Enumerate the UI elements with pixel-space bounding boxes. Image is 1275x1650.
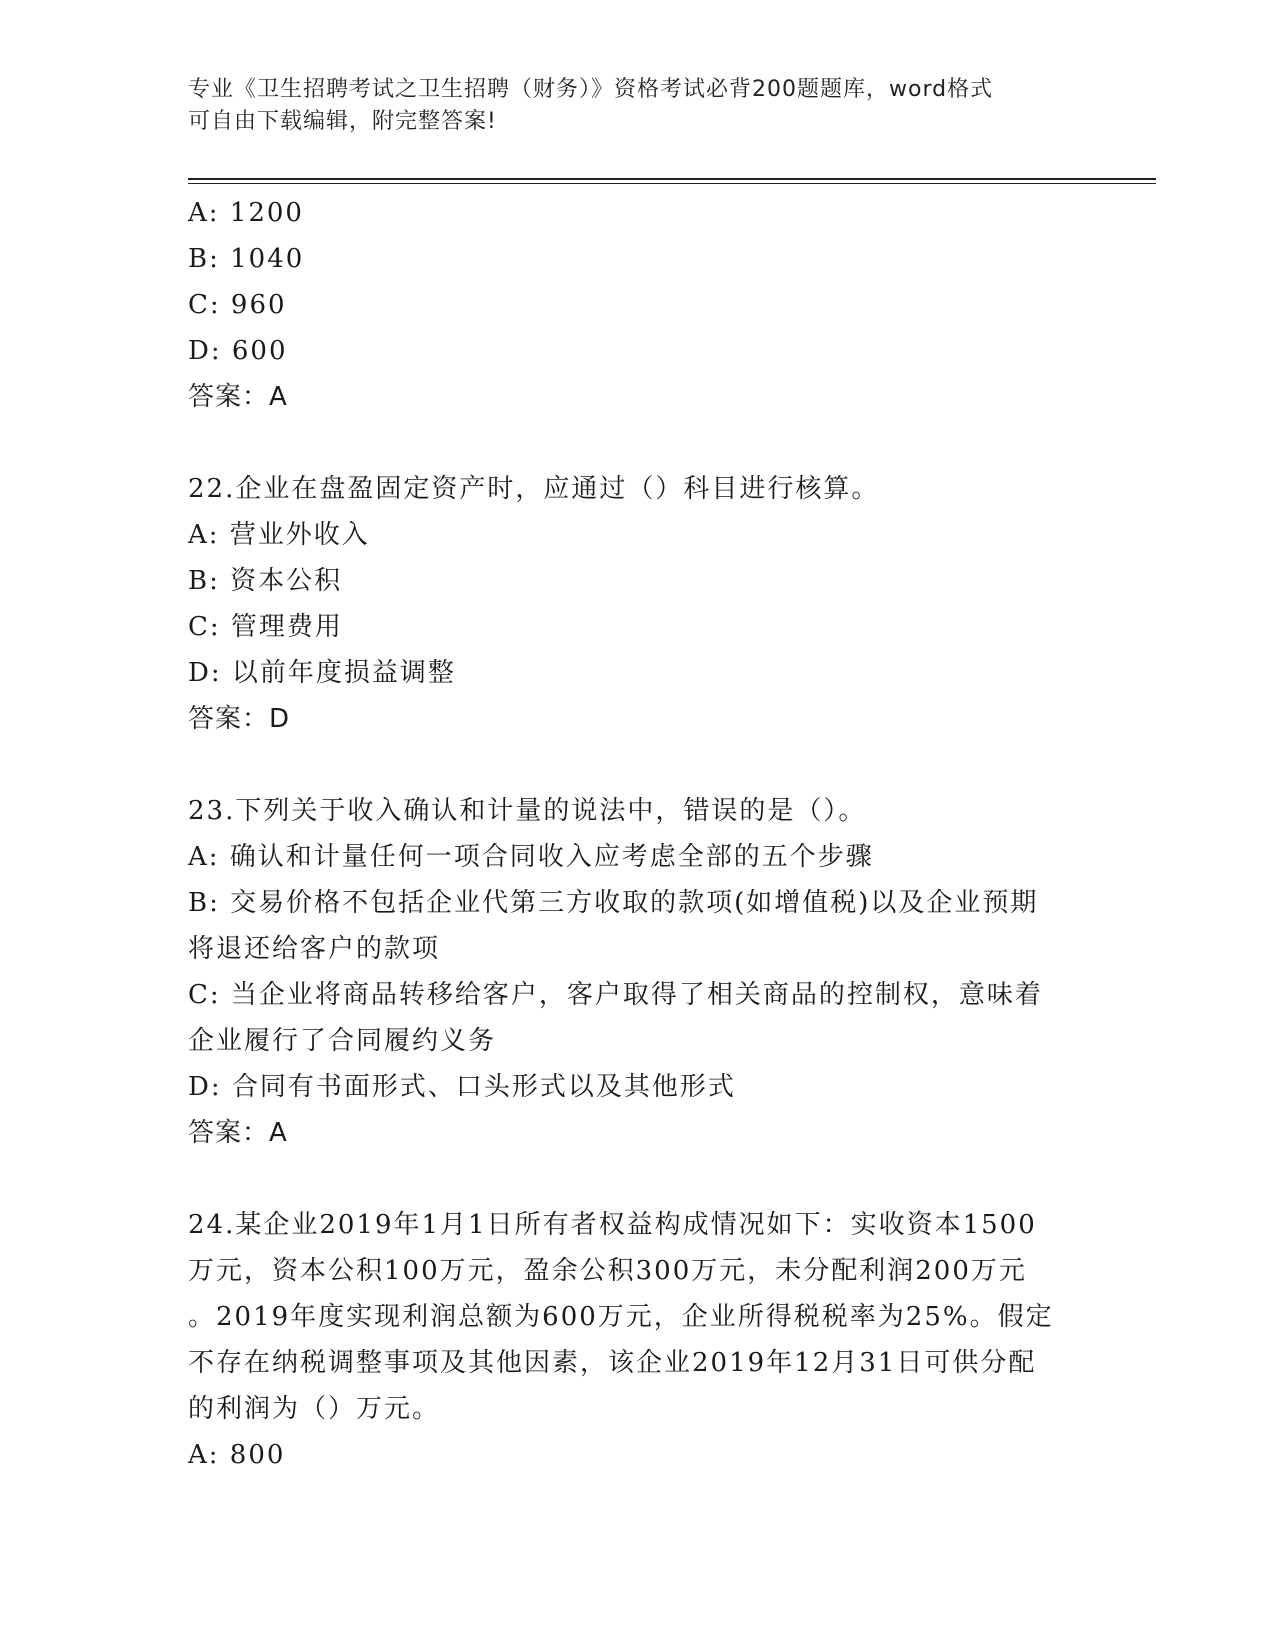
question-22-answer: 答案：D	[188, 704, 291, 734]
question-list	[188, 190, 1078, 1478]
question-23-option-b-line-2: 将退还给客户的款项	[188, 934, 441, 964]
question-24-stem-line-3: 。2019年度实现利润总额为600万元，企业所得税税率为25%。假定	[188, 1302, 1054, 1332]
question-24-option-a: A: 800	[188, 1440, 286, 1470]
question-23-answer: 答案：A	[188, 1118, 288, 1148]
question-24-stem-line-1: 24.某企业2019年1月1日所有者权益构成情况如下：实收资本1500	[188, 1210, 1037, 1240]
question-24-stem-line-5: 的利润为（）万元。	[188, 1394, 441, 1424]
header-line-1: 专业《卫生招聘考试之卫生招聘（财务）》资格考试必背200题题库，word格式	[188, 77, 994, 102]
question-23-option-c-line-2: 企业履行了合同履约义务	[188, 1026, 497, 1056]
question-24-block	[188, 1202, 1078, 1478]
header-divider-thin	[188, 183, 1156, 184]
header-divider-thick	[188, 178, 1156, 180]
spacer	[188, 420, 1078, 466]
question-22-option-a: A: 营业外收入	[188, 520, 370, 550]
question-22-option-c: C: 管理费用	[188, 612, 343, 642]
header-line-2: 可自由下载编辑，附完整答案!	[188, 109, 497, 134]
question-23-stem: 23.下列关于收入确认和计量的说法中，错误的是（）。	[188, 796, 867, 826]
question-23-option-b-line-1: B: 交易价格不包括企业代第三方收取的款项(如增值税)以及企业预期	[188, 888, 1039, 918]
question-24-stem-line-4: 不存在纳税调整事项及其他因素，该企业2019年12月31日可供分配	[188, 1348, 1037, 1378]
question-23-option-c-line-1: C: 当企业将商品转移给客户，客户取得了相关商品的控制权，意味着	[188, 980, 1043, 1010]
question-22-option-b: B: 资本公积	[188, 566, 343, 596]
question-21-answer: 答案：A	[188, 382, 288, 412]
spacer	[188, 1156, 1078, 1202]
question-23-option-d: D: 合同有书面形式、口头形式以及其他形式	[188, 1072, 736, 1102]
question-21-option-b: B: 1040	[188, 244, 305, 274]
document-header	[188, 74, 1068, 138]
question-21-option-c: C: 960	[188, 290, 287, 320]
question-23-option-a: A: 确认和计量任何一项合同收入应考虑全部的五个步骤	[188, 842, 874, 872]
question-21-block	[188, 190, 1078, 420]
question-22-stem: 22.企业在盘盈固定资产时，应通过（）科目进行核算。	[188, 474, 880, 504]
question-21-option-a: A: 1200	[188, 198, 304, 228]
question-23-block	[188, 788, 1078, 1156]
spacer	[188, 742, 1078, 788]
question-24-stem-line-2: 万元，资本公积100万元，盈余公积300万元，未分配利润200万元	[188, 1256, 1027, 1286]
question-21-option-d: D: 600	[188, 336, 288, 366]
question-22-option-d: D: 以前年度损益调整	[188, 658, 456, 688]
question-22-block	[188, 466, 1078, 742]
